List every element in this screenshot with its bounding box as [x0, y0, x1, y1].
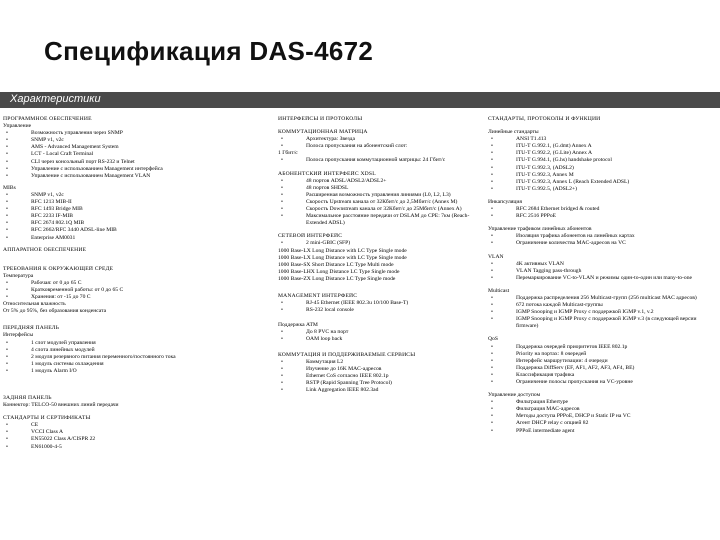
list-item: • Priority на портах: 8 очередей [488, 351, 716, 358]
list-item: • RFC 2662/RFC 3440 ADSL-line MIB [3, 227, 261, 234]
list-item: • ITU-T G.992.5, (ADSL2+) [488, 186, 716, 193]
list-item: • ITU-T G.992.2, (G.Lite) Annex A [488, 150, 716, 157]
list-item: • Скорость Upstream канала от 32Кбит/с до 2,5Мбит/с (Annex M) [278, 199, 476, 206]
group-label: MIBs [3, 184, 16, 191]
list-item: • Фильтрация Ethertype [488, 399, 716, 406]
section-header-label: Характеристики [10, 93, 101, 105]
text-line: 1000 Base-ZX Long Distance LC Type Single mode [278, 275, 396, 282]
section-heading: ПРОГРАММНОЕ ОБЕСПЕЧЕНИЕ [3, 116, 92, 122]
section-heading: СТАНДАРТЫ, ПРОТОКОЛЫ И ФУНКЦИИ [488, 116, 601, 122]
list-item: • 2 mini-GBIC (SFP) [278, 240, 476, 247]
list-item: • 4 слота линейных модулей [3, 347, 261, 354]
list-item: • RFC 2516 PPPoE [488, 213, 716, 220]
list-item: • Максимальное расстояние передачи от DSLAM до CPE: 7км (Reach-Extended ADSL) [278, 213, 476, 227]
list-item: • Ограничение полосы пропускания на VC-уровне [488, 379, 716, 386]
list-item: • ITU-T G.992.3, Annex L (Reach Extended ADSL) [488, 179, 716, 186]
list-item: • Скорость Downstream канала от 32Кбит/с до 25Мбит/с (Annex A) [278, 206, 476, 213]
list-item: • Ограничение количества MAC-адресов на VC [488, 240, 716, 247]
standards-column [488, 116, 716, 435]
page-title: Спецификация DAS-4672 [44, 36, 374, 66]
list-item: • Интерфейс маршрутизации: 4 очереди [488, 358, 716, 365]
list-item: • Фильтрация MAC-адресов [488, 406, 716, 413]
group-label: Управление [3, 123, 32, 130]
group-label: Линейные стандарты [488, 129, 539, 136]
group-label: QoS [488, 336, 498, 343]
list-item: • ITU-T G.992.3, Annex M [488, 172, 716, 179]
list-item: • EN55022 Class A/CISPR 22 [3, 436, 261, 443]
list-item: • Расширенная возможность управления линиями (L0, L2, L3) [278, 192, 476, 199]
section-header-bar [0, 92, 720, 108]
text-line: Коннектор: TELCO-50 внешних линий передачи [3, 402, 119, 409]
section-heading: СЕТЕВОЙ ИНТЕРФЕЙС [278, 233, 343, 240]
list-item: • Хранения: от -15 до 70 C [3, 294, 261, 301]
list-item: • 4K активных VLAN [488, 261, 716, 268]
group-label: Управление трафиком линейных абонентов [488, 226, 592, 233]
section-heading: ТРЕБОВАНИЯ К ОКРУЖАЮЩЕЙ СРЕДЕ [3, 265, 114, 272]
list-item: • RFC 1493 Bridge MIB [3, 206, 261, 213]
list-item: • Link Aggregation IEEE 802.3ad [278, 387, 476, 394]
list-item: • 48 портов SHDSL [278, 185, 476, 192]
list-item: • CE [3, 422, 261, 429]
interfaces-column [278, 116, 476, 394]
list-item: • OAM loop back [278, 336, 476, 343]
group-label: Управление доступом [488, 392, 541, 399]
list-item: • ITU-T G.994.1, (G.hs) handshake protocol [488, 157, 716, 164]
section-heading: КОММУТАЦИЯ И ПОДДЕРЖИВАЕМЫЕ СЕРВИСЫ [278, 351, 416, 358]
list-item: • RJ-45 Ethernet (IEEE 802.3u 10/100 Base-T) [278, 300, 476, 307]
list-item: • 2 модуля резервного питания переменного/постоянного тока [3, 354, 261, 361]
section-heading: СТАНДАРТЫ И СЕРТИФИКАТЫ [3, 415, 91, 422]
list-item: • Enterprise AM0031 [3, 235, 261, 242]
list-item: • RFC 1213 MIB-II [3, 199, 261, 206]
list-item: • Изоляция трафика абонентов на линейных картах [488, 233, 716, 240]
section-heading: КОММУТАЦИОННАЯ МАТРИЦА [278, 129, 368, 136]
software-column [3, 116, 261, 451]
section-heading: MANAGEMENT ИНТЕРФЕЙС [278, 292, 358, 299]
list-item: • RSTP (Rapid Spanning Tree Protocol) [278, 380, 476, 387]
list-item: • VCCI Class A [3, 429, 261, 436]
list-item: • 1 модуль системы охлаждения [3, 361, 261, 368]
list-item: • Изучение до 16K MAC-адресов [278, 366, 476, 373]
list-item: • SNMP v1, v2c [3, 137, 261, 144]
list-item: • ANSI T1.413 [488, 136, 716, 143]
text-line: 1000 Base-LX Long Distance with LC Type Single mode [278, 254, 407, 261]
text-line: 1000 Base-SX Short Distance LC Type Multi mode [278, 261, 394, 268]
list-item: • Поддержка DiffServ (EF, AF1, AF2, AF3, AF4, BE) [488, 365, 716, 372]
list-item: • Поддержка распределения 256 Multicast-групп (256 multicast MAC адресов) [488, 295, 716, 302]
list-item: • IGMP Snooping и IGMP Proxy с поддержкой IGMP v.3 (в следующей версии firmware) [488, 316, 716, 330]
list-item: • Агент DHCP relay с опцией 82 [488, 420, 716, 427]
section-heading: ИНТЕРФЕЙСЫ И ПРОТОКОЛЫ [278, 116, 363, 122]
list-item: • Методы доступа PPPoE, DHCP и Static IP на VC [488, 413, 716, 420]
list-item: • PPPoE intermediate agent [488, 428, 716, 435]
list-item: • VLAN Tagging pass-through [488, 268, 716, 275]
list-item: • Поддержка очередей приоритетов IEEE 802.1p [488, 344, 716, 351]
list-item: • До 8 PVC на порт [278, 329, 476, 336]
section-heading: АППАРАТНОЕ ОБЕСПЕЧЕНИЕ [3, 246, 87, 253]
list-item: • LCT - Local Craft Terminal [3, 151, 261, 158]
list-item: • 1 модуль Alarm I/O [3, 368, 261, 375]
list-item: • 1 слот модулей управления [3, 340, 261, 347]
list-item: • AMS - Advanced Management System [3, 144, 261, 151]
text-line: 1000 Base-LX Long Distance with LC Type Single mode [278, 247, 407, 254]
list-item: • Полоса пропускания на абонентский слот: [278, 143, 476, 150]
list-item: • RFC 2684 Ethernet bridged & routed [488, 206, 716, 213]
group-label: VLAN [488, 253, 504, 260]
list-item: • EN61000-4-5 [3, 444, 261, 451]
section-heading: ПЕРЕДНЯЯ ПАНЕЛЬ [3, 325, 60, 332]
list-item: • Ethernet CoS согласно IEEE 802.1p [278, 373, 476, 380]
list-item: • 48 портов ADSL/ADSL2/ADSL2+ [278, 178, 476, 185]
list-item: • Архитектура: Звезда [278, 136, 476, 143]
list-item: • Коммутация L2 [278, 359, 476, 366]
group-label: Температура [3, 272, 34, 279]
text-line: От 5% до 95%, без образования конденсата [3, 308, 107, 315]
list-item: • 672 потока каждой Multicast-группы [488, 302, 716, 309]
section-heading: АБОНЕНТСКИЙ ИНТЕРФЕЙС XDSL [278, 170, 376, 177]
list-item: • RS-232 local console [278, 307, 476, 314]
list-item: • Кратковременной работы: от 0 до 65 C [3, 287, 261, 294]
list-item: • RFC 2674 802.1Q MIB [3, 220, 261, 227]
group-label: Относительная влажность [3, 301, 66, 308]
list-item: • ITU-T G.992.3, (ADSL2) [488, 165, 716, 172]
list-item: • Управление с использованием Management VLAN [3, 173, 261, 180]
list-item: • Перемаркирование VC-to-VLAN и режимы один-to-один или many-to-one [488, 275, 716, 282]
text-line: 1 Гбит/с [278, 150, 298, 157]
list-item: • Возможность управления через SNMP [3, 130, 261, 137]
list-item: • Классификация трафика [488, 372, 716, 379]
group-label: Интерфейсы [3, 332, 34, 339]
list-item: • IGMP Snooping и IGMP Proxy с поддержкой IGMP v.1, v.2 [488, 309, 716, 316]
list-item: • Рабочая: от 0 до 65 C [3, 280, 261, 287]
list-item: • SNMP v1, v2c [3, 192, 261, 199]
list-item: • Управление с использованием Management интерфейса [3, 166, 261, 173]
list-item: • Полоса пропускания коммутационной матрицы: 24 Гбит/с [278, 157, 476, 164]
list-item: • RFC 2233 IF-MIB [3, 213, 261, 220]
list-item: • CLI через консольный порт RS-232 и Telnet [3, 159, 261, 166]
group-label: Поддержка ATM [278, 322, 318, 329]
text-line: 1000 Base-LHX Long Distance LC Type Single mode [278, 268, 400, 275]
section-heading: ЗАДНЯЯ ПАНЕЛЬ [3, 395, 52, 401]
group-label: Multicast [488, 287, 510, 294]
group-label: Инкапсуляция [488, 198, 522, 205]
list-item: • ITU-T G.992.1, (G.dmt) Annex A [488, 143, 716, 150]
